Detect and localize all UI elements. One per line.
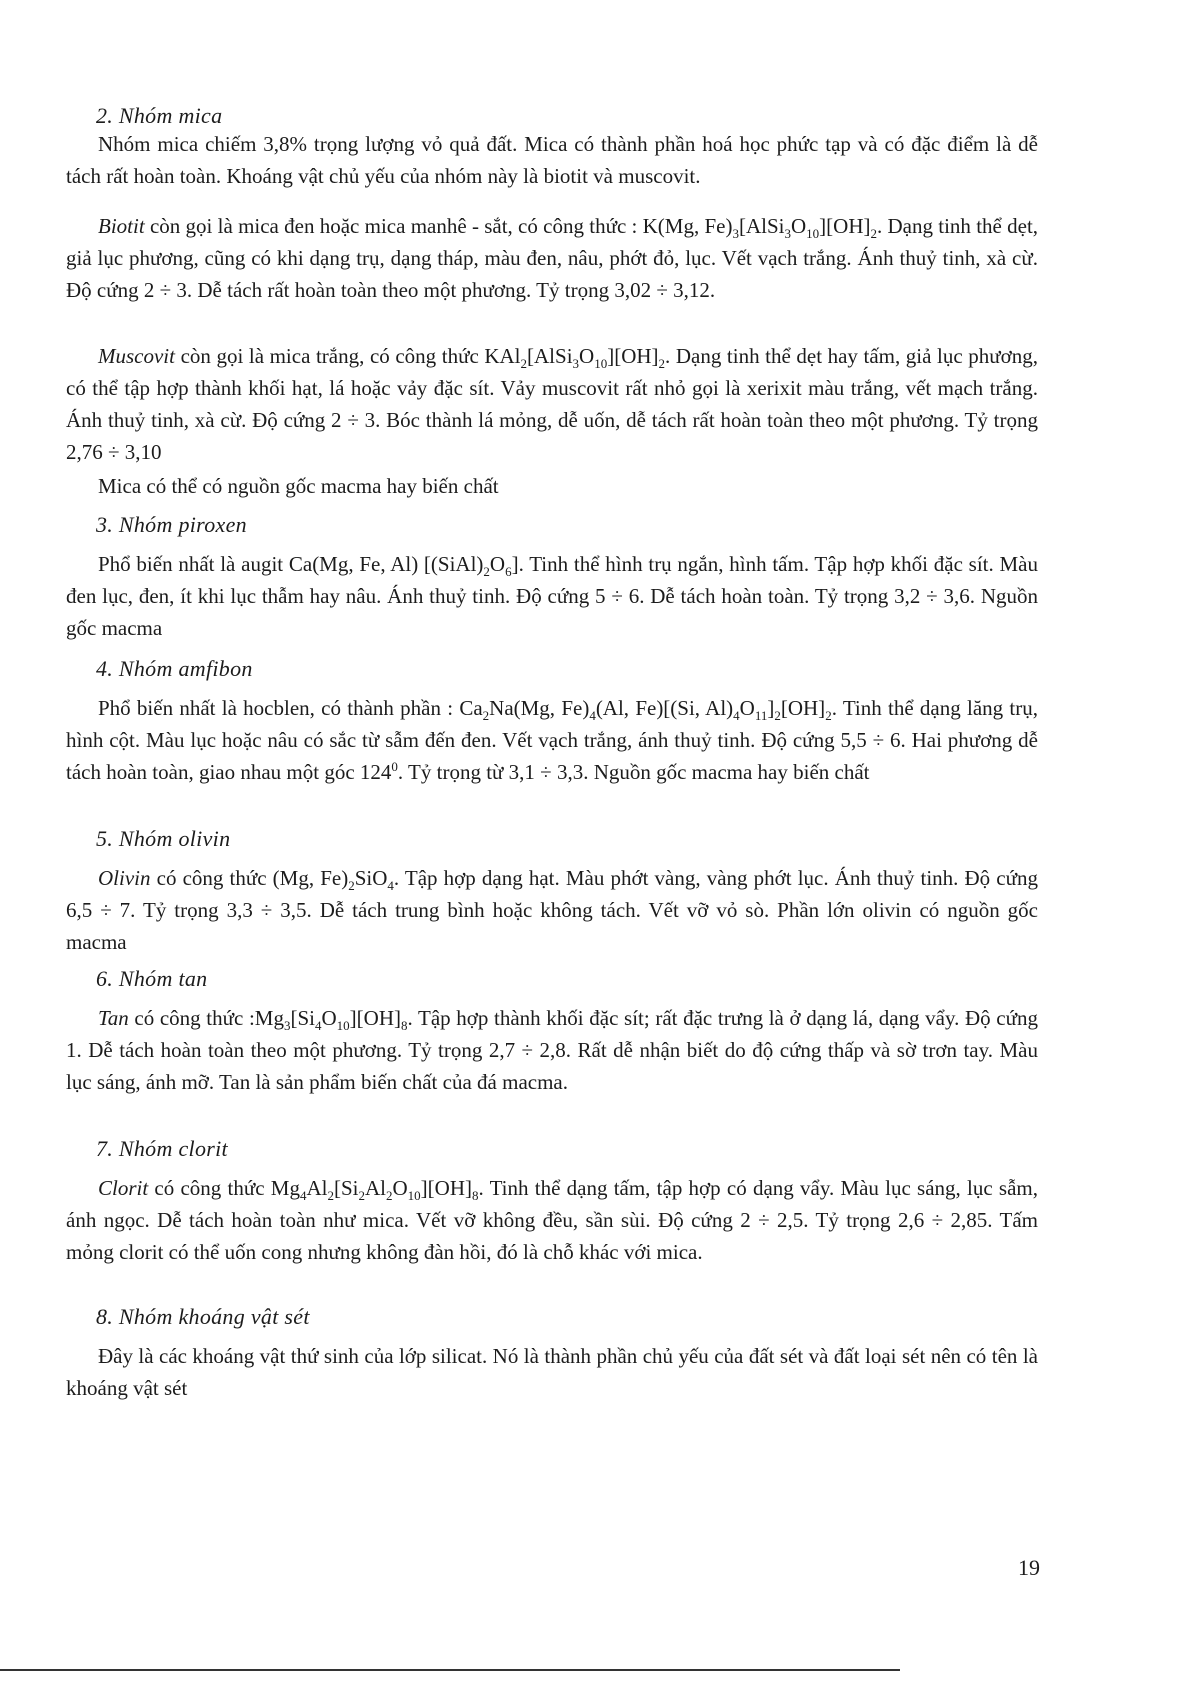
biotit-formula-tail: [AlSi (738, 214, 785, 238)
amfibon-lead: Phổ biến nhất là hocblen, có thành phần : Ca (98, 696, 483, 720)
heading-amfibon: 4. Nhóm amfibon (96, 656, 253, 681)
paragraph-set: Đây là các khoáng vật thứ sinh của lớp silicat. Nó là thành phần chủ yếu của đất sét và đất loại sét nên có tên là khoáng vật sét (66, 1344, 1038, 1400)
page-number: 19 (1018, 1555, 1040, 1580)
olivin-description: Tập hợp dạng hạt. Màu phớt vàng, vàng phớt lục. Ánh thuỷ tinh. Độ cứng 6,5 ÷ 7. Tỷ trọng 3,3 ÷ 3,5. Dễ tách trung bình hoặc không tách. Vết vỡ vỏ sò. Phần lớn olivin có nguồn gốc macma (66, 866, 1039, 954)
paragraph-amfibon: Phổ biến nhất là hocblen, có thành phần : $Ca_2Na(Mg$, $Fe)_4(Al$, Fe)[(Si, $Al)_4O_{11}]_2[OH]_2$. Tinh thể dạng lăng trụ, hình cột. Màu lục hoặc nâu có sắc từ sẫm đến đen. Vết vạch trắng, ánh thuỷ tinh. Độ cứng 5,5 ÷ 6. Hai phương dễ tách hoàn toàn, giao nhau một góc $124^0$. Tỷ trọng từ 3,1 ÷ 3,3. Nguồn gốc macma hay biến chất (66, 696, 1038, 784)
heading-clorit: 7. Nhóm clorit (96, 1136, 228, 1161)
paragraph-olivin: Olivin có công thức (Mg, $Fe)_2SiO_4$. Tập hợp dạng hạt. Màu phớt vàng, vàng phớt lục. Ánh thuỷ tinh. Độ cứng 6,5 ÷ 7. Tỷ trọng 3,3 ÷ 3,5. Dễ tách trung bình hoặc không tách. Vết vỡ vỏ sò. Phần lớn olivin có nguồn gốc macma (66, 866, 1039, 954)
tan-description: Tập hợp thành khối đặc sít; rất đặc trưng là ở dạng lá, dạng vẩy. Độ cứng 1. Dễ tách hoàn toàn theo một phương. Tỷ trọng 2,7 ÷ 2,8. Rất dễ nhận biết do độ cứng thấp và sờ trơn tay. Màu lục sáng, ánh mỡ. Tan là sản phẩm biến chất của đá macma. (66, 1006, 1039, 1094)
paragraph-muscovit: Muscovit còn gọi là mica trắng, có công thức $KAl_2[AlSi_3O_{10}][OH]_2$. Dạng tinh thể dẹt hay tấm, giả lục phương, có thể tập hợp thành khối hạt, lá hoặc vảy đặc sít. Vảy muscovit rất nhỏ gọi là xerixit màu trắng, vết mạch trắng. Ánh thuỷ tinh, xà cừ. Độ cứng 2 ÷ 3. Bóc thành lá mỏng, dễ uốn, dễ tách rất hoàn toàn theo một phương. Tỷ trọng 2,76 ÷ 3,10 (66, 344, 1039, 464)
heading-set: 8. Nhóm khoáng vật sét (96, 1304, 310, 1329)
biotit-lead: còn gọi là mica đen hoặc mica manhê - sắt, có công thức : K(Mg, Fe) (149, 214, 733, 238)
term-olivin: Olivin (98, 866, 151, 890)
muscovit-description: Dạng tinh thể dẹt hay tấm, giả lục phương, có thể tập hợp thành khối hạt, lá hoặc vảy đặc sít. Vảy muscovit rất nhỏ gọi là xerixit màu trắng, vết mạch trắng. Ánh thuỷ tinh, xà cừ. Độ cứng 2 ÷ 3. Bóc thành lá mỏng, dễ uốn, dễ tách rất hoàn toàn theo một phương. Tỷ trọng 2,76 ÷ 3,10 (66, 344, 1039, 464)
term-tan: Tan (98, 1006, 129, 1030)
piroxen-lead: Phổ biến nhất là augit Ca(Mg, Fe, Al) [(SiAl) (98, 552, 484, 576)
term-biotit: Biotit (98, 214, 145, 238)
bottom-divider (0, 1669, 900, 1671)
heading-mica: 2. Nhóm mica (96, 103, 223, 128)
paragraph-mica-origin: Mica có thể có nguồn gốc macma hay biến chất (98, 474, 499, 498)
heading-olivin: 5. Nhóm olivin (96, 826, 231, 851)
amfibon-description-end: . Tỷ trọng từ 3,1 ÷ 3,3. Nguồn gốc macma hay biến chất (397, 760, 870, 784)
paragraph-clorit: Clorit có công thức $Mg_4Al_2[Si_2Al_2O_{10}][OH]_8$. Tinh thể dạng tấm, tập hợp có dạng vẩy. Màu lục sáng, lục sẫm, ánh ngọc. Dễ tách hoàn toàn như mica. Vết vỡ không đều, sần sùi. Độ cứng 2 ÷ 2,5. Tỷ trọng 2,6 ÷ 2,85. Tấm mỏng clorit có thể uốn cong nhưng không đàn hồi, đó là chỗ khác với mica. (66, 1176, 1039, 1264)
olivin-lead: có công thức (Mg, Fe) (156, 866, 349, 890)
amfibon-description: Tinh thể dạng lăng trụ, hình cột. Màu lục hoặc nâu có sắc từ sẫm đến đen. Vết vạch trắng, ánh thuỷ tinh. Độ cứng 5,5 ÷ 6. Hai phương dễ tách hoàn toàn, giao nhau một góc 124 (66, 696, 1038, 784)
paragraph-mica-intro: Nhóm mica chiếm 3,8% trọng lượng vỏ quả đất. Mica có thành phần hoá học phức tạp và có đặc điểm là dễ tách rất hoàn toàn. Khoáng vật chủ yếu của nhóm này là biotit và muscovit. (66, 132, 1038, 188)
paragraph-tan: Tan có công thức $:Mg_3[Si_4O_{10}][OH]_8$. Tập hợp thành khối đặc sít; rất đặc trưng là ở dạng lá, dạng vẩy. Độ cứng 1. Dễ tách hoàn toàn theo một phương. Tỷ trọng 2,7 ÷ 2,8. Rất dễ nhận biết do độ cứng thấp và sờ trơn tay. Màu lục sáng, ánh mỡ. Tan là sản phẩm biến chất của đá macma. (66, 1006, 1039, 1094)
piroxen-description: Tinh thể hình trụ ngắn, hình tấm. Tập hợp khối đặc sít. Màu đen lục, đen, ít khi lục thẫm hay nâu. Ánh thuỷ tinh. Độ cứng 5 ÷ 6. Dễ tách hoàn toàn. Tỷ trọng 3,2 ÷ 3,6. Nguồn gốc macma (66, 552, 1038, 640)
paragraph-piroxen: Phổ biến nhất là augit Ca(Mg, Fe, Al) $[(SiAl)_2O_6]$. Tinh thể hình trụ ngắn, hình tấm. Tập hợp khối đặc sít. Màu đen lục, đen, ít khi lục thẫm hay nâu. Ánh thuỷ tinh. Độ cứng 5 ÷ 6. Dễ tách hoàn toàn. Tỷ trọng 3,2 ÷ 3,6. Nguồn gốc macma (66, 552, 1038, 640)
term-clorit: Clorit (98, 1176, 149, 1200)
heading-piroxen: 3. Nhóm piroxen (96, 512, 247, 537)
biotit-description: Dạng tinh thể dẹt, giả lục phương, cũng có khi dạng trụ, dạng tháp, màu đen, nâu, phớt đỏ, lục. Vết vạch trắng. Ánh thuỷ tinh, xà cừ. Độ cứng 2 ÷ 3. Dễ tách rất hoàn toàn theo một phương. Tỷ trọng 3,02 ÷ 3,12. (66, 214, 1039, 302)
term-muscovit: Muscovit (98, 344, 175, 368)
clorit-description: Tinh thể dạng tấm, tập hợp có dạng vẩy. Màu lục sáng, lục sẫm, ánh ngọc. Dễ tách hoàn toàn như mica. Vết vỡ không đều, sần sùi. Độ cứng 2 ÷ 2,5. Tỷ trọng 2,6 ÷ 2,85. Tấm mỏng clorit có thể uốn cong nhưng không đàn hồi, đó là chỗ khác với mica. (66, 1176, 1039, 1264)
muscovit-lead: còn gọi là mica trắng, có công thức KAl (180, 344, 521, 368)
paragraph-biotit: Biotit còn gọi là mica đen hoặc mica manhê - sắt, có công thức : K(Mg, $Fe)_3[AlSi_3O_{10}][OH]_2$. Dạng tinh thể dẹt, giả lục phương, cũng có khi dạng trụ, dạng tháp, màu đen, nâu, phớt đỏ, lục. Vết vạch trắng. Ánh thuỷ tinh, xà cừ. Độ cứng 2 ÷ 3. Dễ tách rất hoàn toàn theo một phương. Tỷ trọng 3,02 ÷ 3,12. (66, 214, 1039, 302)
tan-lead: có công thức :Mg (134, 1006, 284, 1030)
clorit-lead: có công thức Mg (154, 1176, 300, 1200)
heading-tan: 6. Nhóm tan (96, 966, 208, 991)
